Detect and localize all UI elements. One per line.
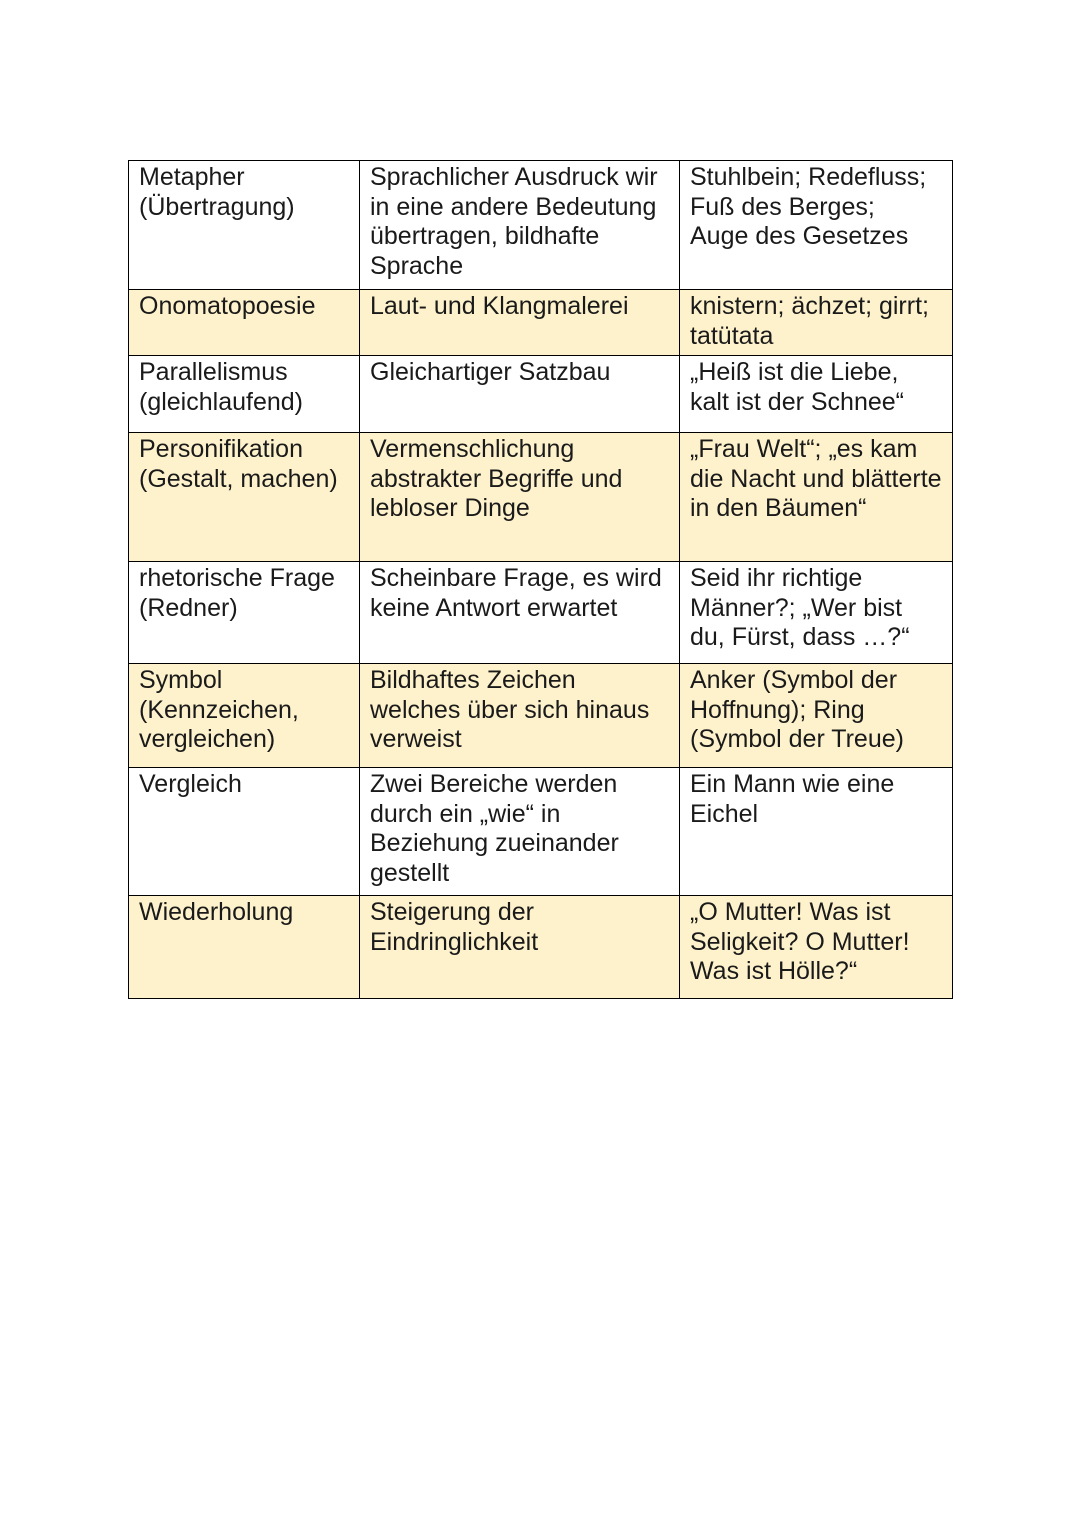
- term-cell: Symbol (Kennzeichen, vergleichen): [129, 664, 360, 768]
- definition-cell: Steigerung der Eindringlichkeit: [360, 896, 680, 999]
- example-cell: Seid ihr richtige Männer?; „Wer bist du, Fürst, dass …?“: [680, 562, 953, 664]
- example-cell: Stuhlbein; Redefluss; Fuß des Berges; Auge des Gesetzes: [680, 161, 953, 290]
- term-cell: Vergleich: [129, 768, 360, 896]
- table-row: [129, 664, 953, 768]
- definition-cell: Sprachlicher Ausdruck wir in eine andere Bedeutung übertragen, bildhafte Sprache: [360, 161, 680, 290]
- table-row: [129, 161, 953, 290]
- table-row: [129, 290, 953, 356]
- definition-cell: Vermenschlichung abstrakter Begriffe und lebloser Dinge: [360, 433, 680, 562]
- table-row: [129, 562, 953, 664]
- term-cell: rhetorische Frage (Redner): [129, 562, 360, 664]
- term-cell: Wiederholung: [129, 896, 360, 999]
- example-cell: knistern; ächzet; girrt; tatütata: [680, 290, 953, 356]
- term-cell: Parallelismus (gleichlaufend): [129, 356, 360, 433]
- term-cell: Onomatopoesie: [129, 290, 360, 356]
- example-cell: Ein Mann wie eine Eichel: [680, 768, 953, 896]
- example-cell: „Frau Welt“; „es kam die Nacht und blätterte in den Bäumen“: [680, 433, 953, 562]
- term-cell: Personifikation (Gestalt, machen): [129, 433, 360, 562]
- definition-cell: Zwei Bereiche werden durch ein „wie“ in Beziehung zueinander gestellt: [360, 768, 680, 896]
- definition-cell: Scheinbare Frage, es wird keine Antwort erwartet: [360, 562, 680, 664]
- stylistic-devices-table: [128, 160, 953, 999]
- table-row: [129, 768, 953, 896]
- table-row: [129, 433, 953, 562]
- table-row: [129, 356, 953, 433]
- term-cell: Metapher (Übertragung): [129, 161, 360, 290]
- table-row: [129, 896, 953, 999]
- example-cell: „O Mutter! Was ist Seligkeit? O Mutter! Was ist Hölle?“: [680, 896, 953, 999]
- example-cell: Anker (Symbol der Hoffnung); Ring (Symbol der Treue): [680, 664, 953, 768]
- definition-cell: Bildhaftes Zeichen welches über sich hinaus verweist: [360, 664, 680, 768]
- definition-cell: Gleichartiger Satzbau: [360, 356, 680, 433]
- definition-cell: Laut- und Klangmalerei: [360, 290, 680, 356]
- example-cell: „Heiß ist die Liebe, kalt ist der Schnee“: [680, 356, 953, 433]
